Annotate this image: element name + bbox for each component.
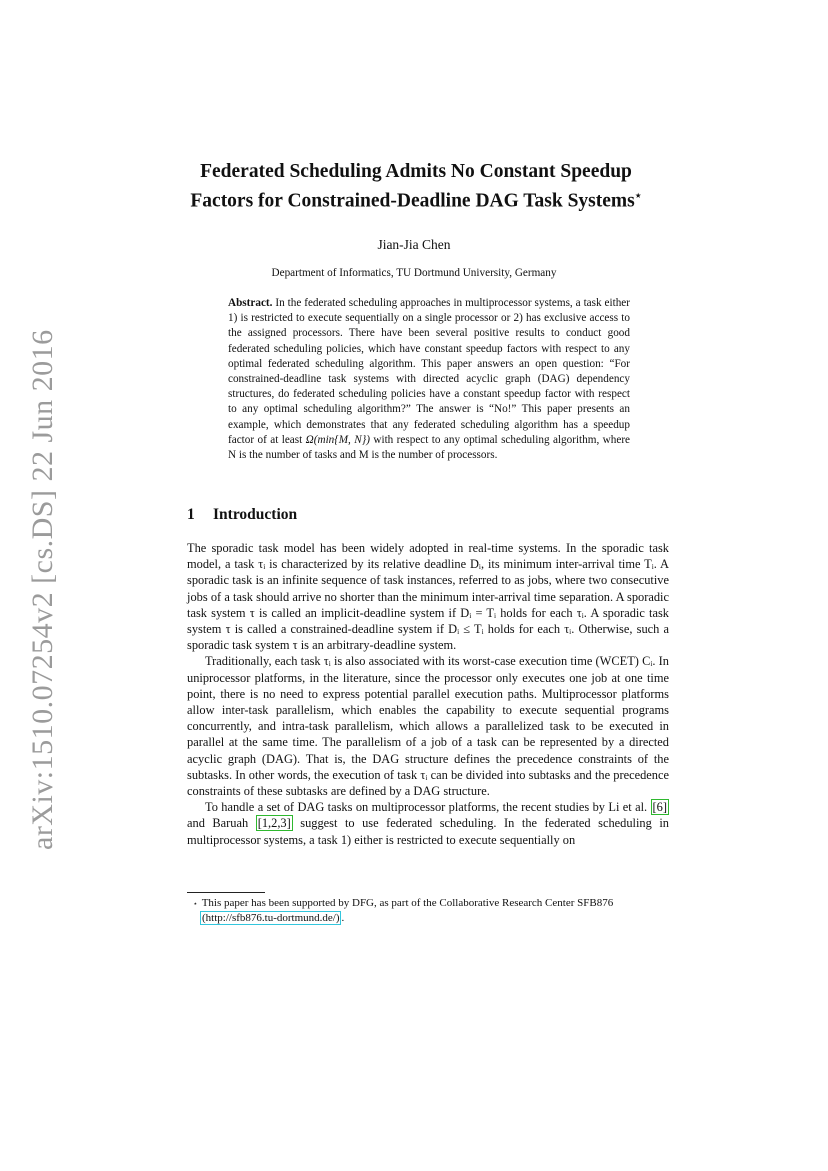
title-line-1: Federated Scheduling Admits No Constant Speedup xyxy=(200,161,632,182)
abstract xyxy=(228,296,630,463)
footnote-mark: ⋆ xyxy=(193,899,198,908)
footnote-url-link[interactable]: (http://sfb876.tu-dortmund.de/) xyxy=(202,912,340,924)
footnote-text: This paper has been supported by DFG, as part of the Collaborative Research Center SFB876 xyxy=(201,897,614,909)
arxiv-identifier: arXiv:1510.07254v2 [cs.DS] 22 Jun 2016 xyxy=(26,329,59,850)
footnote xyxy=(187,896,669,926)
abstract-text: In the federated scheduling approaches in multiprocessor systems, a task either 1) is restricted to execute sequentially on a single processor or 2) has exclusive access to the assigned processors. There have been several positive results to conduct good federated scheduling policies, which have constant speedup factors with respect to any optimal federated scheduling algorithm. This paper answers an open question: “For constrained-deadline task systems with directed acyclic graph (DAG) dependency structures, do federated scheduling policies have a constant speedup factor with respect to any optimal scheduling algorithm?” The answer is “No!” This paper presents an example, which demonstrates that any federated scheduling algorithm has a speedup factor of at least xyxy=(228,297,630,446)
footnote-rule xyxy=(187,892,265,893)
section-title: Introduction xyxy=(213,506,298,523)
title-line-2: Factors for Constrained-Deadline DAG Task Systems xyxy=(190,190,635,212)
paper-title xyxy=(140,159,692,214)
intro-p3-part-1: To handle a set of DAG tasks on multiprocessor platforms, the recent studies by Li et al. xyxy=(205,800,648,815)
introduction-body xyxy=(187,540,669,848)
section-heading xyxy=(187,506,647,524)
author-affiliation: Department of Informatics, TU Dortmund University, Germany xyxy=(271,267,557,279)
abstract-label: Abstract. xyxy=(228,297,273,309)
citation-link-6[interactable]: [6] xyxy=(652,800,667,815)
arxiv-sidebar xyxy=(26,330,60,850)
abstract-omega-expression: Ω(min{M, N}) xyxy=(305,433,370,446)
abstract-text-end: with respect to any optimal scheduling algorithm, where N is the number of tasks and M is the number of processors. xyxy=(228,433,631,462)
intro-p3-part-2: and Baruah xyxy=(187,816,249,831)
section-number: 1 xyxy=(187,506,195,523)
intro-paragraph-3 xyxy=(187,799,669,848)
intro-p3-part-3: suggest to use federated scheduling. In the federated scheduling in multiprocessor systems, a task 1) either is restricted to execute sequentially on xyxy=(187,816,669,847)
title-footnote-mark: ⋆ xyxy=(634,190,642,202)
intro-paragraph-1: The sporadic task model has been widely adopted in real-time systems. In the sporadic task model, a task τᵢ is characterized by its relative deadline Dᵢ, its minimum inter-arrival time Tᵢ. A sporadic task is an infinite sequence of task instances, referred to as jobs, where two consecutive jobs of a task should arrive no shorter than the minimum inter-arrival time separation. A sporadic task system τ is called an implicit-deadline system if Dᵢ = Tᵢ holds for each τᵢ. A sporadic task system τ is called a constrained-deadline system if Dᵢ ≤ Tᵢ holds for each τᵢ. Otherwise, such a sporadic task system τ is an arbitrary-deadline system. xyxy=(187,541,669,653)
intro-paragraph-2: Traditionally, each task τᵢ is also associated with its worst-case execution time (WCET) Cᵢ. In uniprocessor platforms, in the literature, since the processor only executes one job at one time point, there is no need to express potential parallel execution paths. Multiprocessor platforms allow inter-task parallelism, which enables the capability to execute sequential programs concurrently, and intra-task parallelism, which allows a parallelized task to be executed in parallel at the same time. The parallelism of a job of a task can be represented by a directed acyclic graph (DAG). That is, the DAG structure defines the precedence constraints of the subtasks. In other words, the execution of task τᵢ can be divided into subtasks and the precedence constraints of these subtasks are defined by a DAG structure. xyxy=(187,654,669,799)
footnote-end: . xyxy=(341,912,345,924)
author-name: Jian-Jia Chen xyxy=(377,237,451,252)
citation-link-1-2-3[interactable]: [1,2,3] xyxy=(257,816,291,831)
